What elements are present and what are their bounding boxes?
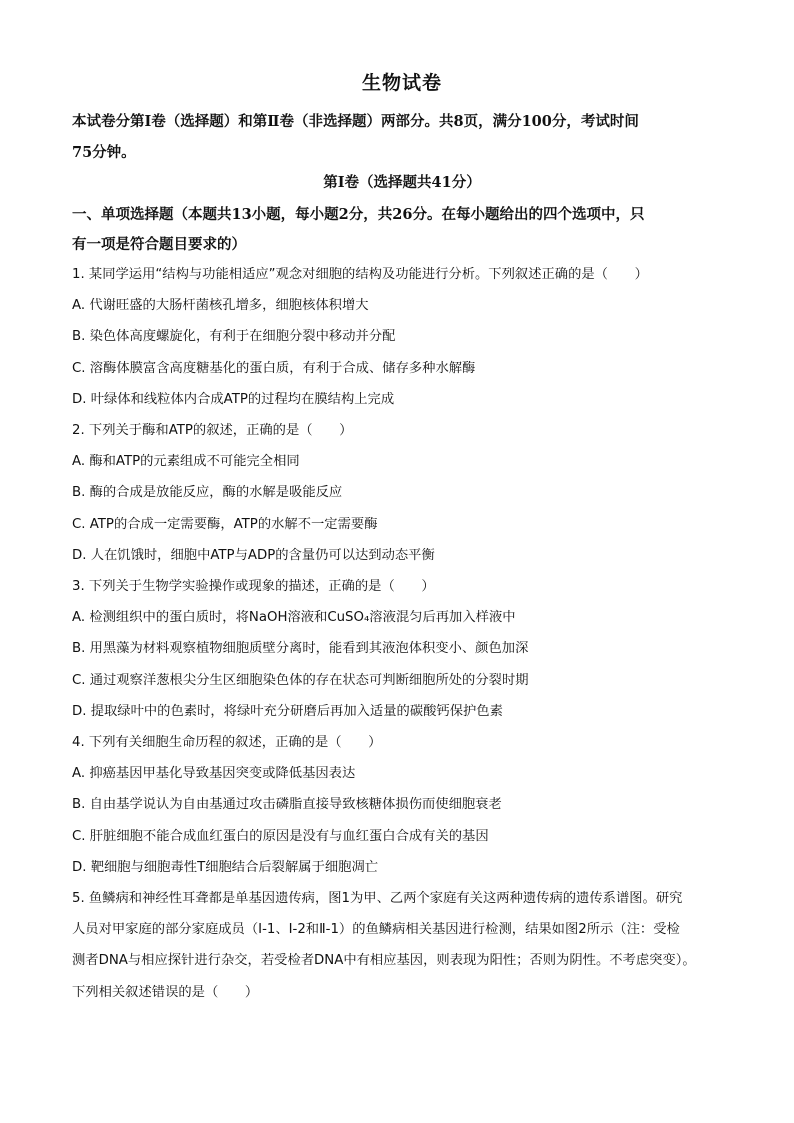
option-a: A. 代谢旺盛的大肠杆菌核孔增多，细胞核体积增大 [72,298,369,314]
question-2 [72,415,732,571]
option-d: D. 提取绿叶中的色素时，将绿叶充分研磨后再加入适量的碳酸钙保护色素 [72,703,503,719]
option-b: B. 酶的合成是放能反应，酶的水解是吸能反应 [72,485,343,501]
option-d: D. 靶细胞与细胞毒性T细胞结合后裂解属于细胞凋亡 [72,859,379,875]
option-d: D. 人在饥饿时，细胞中ATP与ADP的含量仍可以达到动态平衡 [72,547,435,563]
question5-line-4: 下列相关叙述错误的是（ ） [72,984,259,1000]
question-stem: 3. 下列关于生物学实验操作或现象的描述，正确的是（ ） [72,579,435,594]
question-stem: 2. 下列关于酶和ATP的叙述，正确的是（ ） [72,423,353,438]
question-5 [72,883,732,1008]
question5-line-1: 5. 鱼鳞病和神经性耳聋都是单基因遗传病，图1为甲、乙两个家庭有关这两种遗传病的遗传系谱图。研究 [72,891,683,906]
question5-line-2: 人员对甲家庭的部分家庭成员（Ⅰ-1、Ⅰ-2和Ⅱ-1）的鱼鳞病相关基因进行检测，结果如图2所示（注：受检 [72,922,680,938]
page-title: 生物试卷 [361,72,442,94]
option-d: D. 叶绿体和线粒体内合成ATP的过程均在膜结构上完成 [72,391,395,407]
option-a: A. 抑癌基因甲基化导致基因突变或降低基因表达 [72,766,356,782]
intro-line-2: 75分钟。 [72,144,136,161]
option-c: C. 通过观察洋葱根尖分生区细胞染色体的存在状态可判断细胞所处的分裂时期 [72,672,529,688]
section1-heading [72,200,732,260]
option-c: C. 肝脏细胞不能合成血红蛋白的原因是没有与血红蛋白合成有关的基因 [72,828,489,844]
option-b: B. 用黑藻为材料观察植物细胞质壁分离时，能看到其液泡体积变小、颜色加深 [72,641,529,657]
question-3 [72,571,732,727]
question-1 [72,259,732,415]
section1-line-1: 一、单项选择题（本题共13小题，每小题2分，共26分。在每小题给出的四个选项中，只 [72,206,645,223]
question-stem: 1. 某同学运用“结构与功能相适应”观念对细胞的结构及功能进行分析。下列叙述正确的是（ ） [72,267,648,282]
question-stem: 4. 下列有关细胞生命历程的叙述，正确的是（ ） [72,735,382,750]
option-a: A. 检测组织中的蛋白质时，将NaOH溶液和CuSO₄溶液混匀后再加入样液中 [72,610,516,626]
section1-line-2: 有一项是符合题目要求的） [72,236,246,253]
option-b: B. 染色体高度螺旋化，有利于在细胞分裂中移动并分配 [72,329,396,345]
option-b: B. 自由基学说认为自由基通过攻击磷脂直接导致核糖体损伤而使细胞衰老 [72,797,502,813]
intro-line-1: 本试卷分第Ⅰ卷（选择题）和第Ⅱ卷（非选择题）两部分。共8页，满分100分，考试时间 [72,113,639,130]
option-c: C. 溶酶体膜富含高度糖基化的蛋白质，有利于合成、储存多种水解酶 [72,360,476,376]
option-a: A. 酶和ATP的元素组成不可能完全相同 [72,454,300,470]
option-c: C. ATP的合成一定需要酶，ATP的水解不一定需要酶 [72,516,378,532]
question5-line-3: 测者DNA与相应探针进行杂交，若受检者DNA中有相应基因，则表现为阳性；否则为阴性。不考虑突变）。 [72,953,696,969]
part1-heading: 第Ⅰ卷（选择题共41分） [323,174,481,191]
exam-intro [72,106,732,168]
question-4 [72,727,732,883]
